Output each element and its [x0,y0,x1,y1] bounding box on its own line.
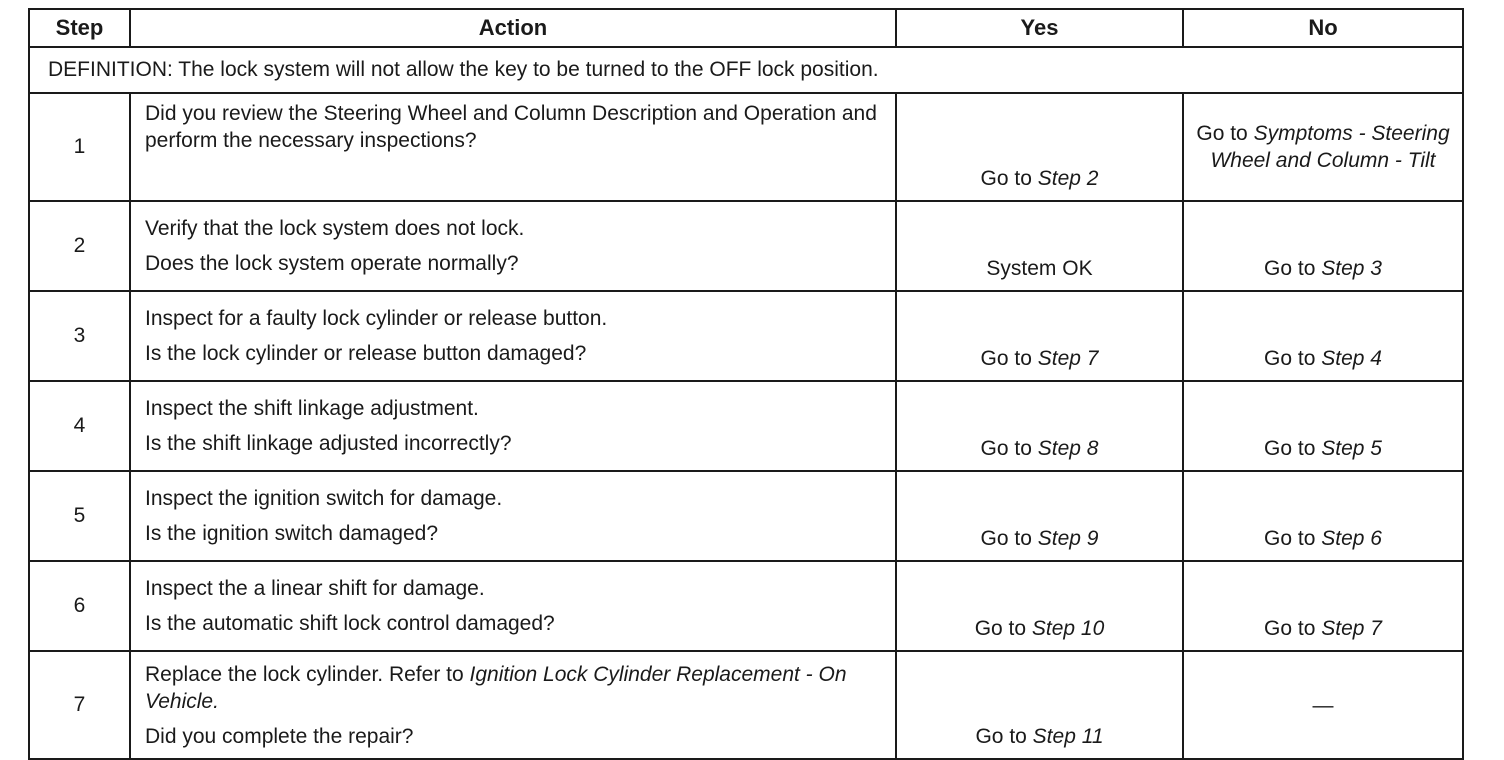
table-row [29,651,1463,759]
action-text: Inspect the a linear shift for damage. [145,577,485,600]
action-cell [130,561,896,651]
header-step: Step [29,9,130,47]
action-text [145,661,881,715]
header-yes: Yes [896,9,1183,47]
action-text: Did you review the Steering Wheel and Column Description and Operation and perform the necessary inspections? [145,102,877,152]
no-link[interactable]: Step 7 [1321,617,1382,640]
action-cell [130,471,896,561]
question-text: Is the automatic shift lock control damaged? [145,612,555,635]
yes-prefix: Go to [975,725,1033,748]
yes-cell [896,93,1183,201]
action-cell [130,201,896,291]
yes-link[interactable]: Step 8 [1037,437,1099,460]
no-cell [1183,93,1463,201]
no-cell [1183,561,1463,651]
no-prefix: Go to [1264,347,1322,370]
no-cell [1183,381,1463,471]
action-cell [130,381,896,471]
no-prefix: Go to [1264,437,1322,460]
no-prefix: Go to [1264,617,1322,640]
yes-cell [896,651,1183,759]
no-prefix: Go to [1196,122,1254,145]
header-no: No [1183,9,1463,47]
action-text: Inspect the ignition switch for damage. [145,487,503,510]
no-link[interactable]: Step 3 [1321,257,1382,280]
yes-link[interactable]: Step 9 [1037,527,1099,550]
action-prefix: Replace the lock cylinder. Refer to [145,662,470,686]
yes-prefix: Go to [980,527,1038,550]
yes-cell [896,561,1183,651]
table-row [29,93,1463,201]
table-row [29,291,1463,381]
yes-prefix: Go to [974,617,1032,640]
table-row [29,381,1463,471]
step-number: 4 [29,381,130,471]
action-text: Verify that the lock system does not lock. [145,217,525,240]
action-cell [130,291,896,381]
no-prefix: Go to [1264,527,1322,550]
definition-text: DEFINITION: The lock system will not allow the key to be turned to the OFF lock position. [29,47,1463,93]
step-number: 2 [29,201,130,291]
yes-cell [896,291,1183,381]
question-text: Is the lock cylinder or release button damaged? [145,342,587,365]
step-number: 5 [29,471,130,561]
action-text: Inspect for a faulty lock cylinder or release button. [145,307,608,330]
no-cell [1183,471,1463,561]
no-cell [1183,291,1463,381]
step-number: 3 [29,291,130,381]
no-link[interactable]: Symptoms - Steering Wheel and Column - Tilt [1210,122,1450,172]
question-text: Is the shift linkage adjusted incorrectly? [145,432,512,455]
step-number: 6 [29,561,130,651]
no-text: — [1312,693,1334,717]
yes-cell [896,471,1183,561]
yes-text: System OK [986,257,1093,280]
question-text: Did you complete the repair? [145,724,414,748]
yes-prefix: Go to [980,347,1038,370]
diagnostic-table-container [28,8,1462,760]
no-cell [1183,201,1463,291]
header-action: Action [130,9,896,47]
step-number: 1 [29,93,130,201]
yes-cell [896,201,1183,291]
question-text: Is the ignition switch damaged? [145,522,439,545]
header-row [29,9,1463,47]
yes-link[interactable]: Step 10 [1031,617,1105,640]
yes-cell [896,381,1183,471]
yes-prefix: Go to [980,167,1038,190]
table-row [29,471,1463,561]
action-cell [130,651,896,759]
action-cell [130,93,896,201]
step-number: 7 [29,651,130,759]
yes-link[interactable]: Step 2 [1037,167,1099,190]
action-text: Inspect the shift linkage adjustment. [145,397,479,420]
definition-row [29,47,1463,93]
yes-prefix: Go to [980,437,1038,460]
no-link[interactable]: Step 6 [1321,527,1382,550]
no-link[interactable]: Step 5 [1321,437,1382,460]
yes-link[interactable]: Step 7 [1037,347,1099,370]
no-cell [1183,651,1463,759]
action-link[interactable]: Ignition Lock Cylinder Replacement - On Vehicle. [145,662,847,713]
no-prefix: Go to [1264,257,1322,280]
diagnostic-table [28,8,1464,760]
table-row [29,561,1463,651]
yes-link[interactable]: Step 11 [1032,725,1104,748]
table-row [29,201,1463,291]
question-text: Does the lock system operate normally? [145,252,519,275]
no-link[interactable]: Step 4 [1321,347,1382,370]
